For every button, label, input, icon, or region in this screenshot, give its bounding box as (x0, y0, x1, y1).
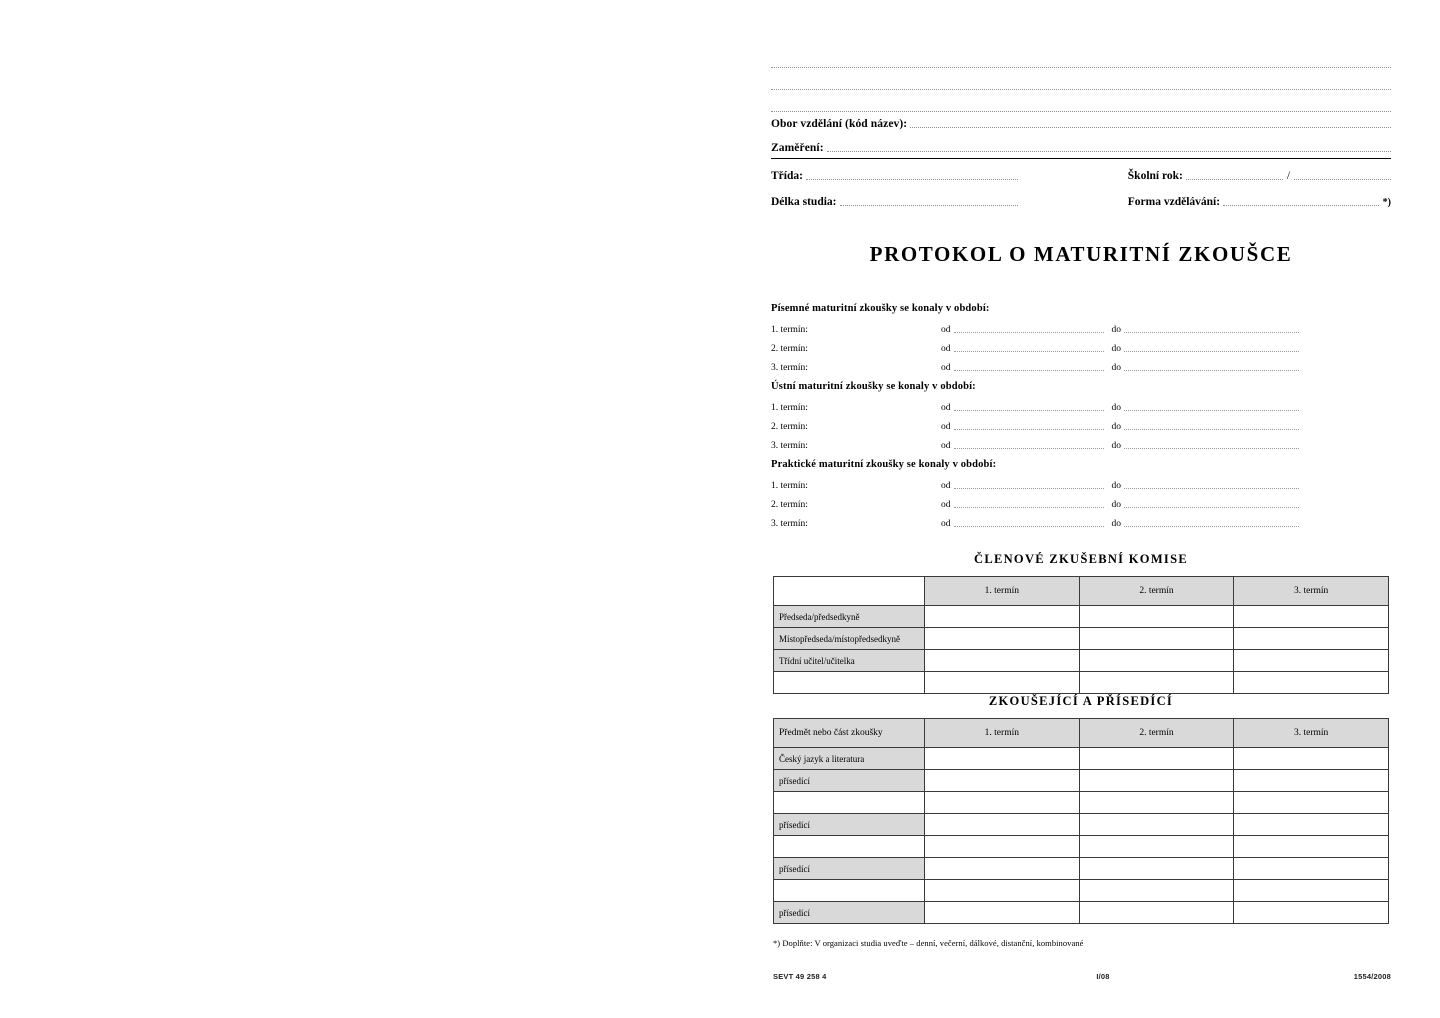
pisemne-termin-3-od-input[interactable] (954, 370, 1104, 371)
examiners-row-3-cell-2[interactable] (1234, 814, 1389, 836)
prakticke-termin-3-od-input[interactable] (954, 526, 1104, 527)
pisemne-termin-3-do-input[interactable] (1124, 370, 1299, 371)
field-obor-input[interactable] (910, 127, 1391, 128)
commission-row-1-cell-0[interactable] (925, 628, 1080, 650)
pisemne-termin-2-od-label: od (941, 344, 951, 354)
table-header-row (774, 577, 1389, 606)
examiners-row-4-cell-2[interactable] (1234, 836, 1389, 858)
commission-row-2-cell-1[interactable] (1079, 650, 1234, 672)
table-row (774, 672, 1389, 694)
ustni-termin-1[interactable] (771, 400, 1391, 414)
pisemne-termin-2-od-input[interactable] (954, 351, 1104, 352)
commission-row-2-label: Třídní učitel/učitelka (774, 650, 925, 672)
commission-row-2-cell-2[interactable] (1234, 650, 1389, 672)
examiners-row-6-cell-0[interactable] (925, 880, 1080, 902)
field-skolni-rok-to[interactable] (1294, 179, 1391, 180)
table-row (774, 792, 1389, 814)
prakticke-termin-3-od-label: od (941, 519, 951, 529)
field-obor-vzdelani[interactable] (771, 112, 1391, 131)
pisemne-termin-1-od-input[interactable] (954, 332, 1104, 333)
footnote-text: *) Doplňte: V organizaci studia uveďte – denní, večerní, dálkové, distanční, kombinované (773, 938, 1084, 948)
page-title: PROTOKOL O MATURITNÍ ZKOUŠCE (869, 242, 1293, 266)
header-divider (771, 158, 1391, 159)
prakticke-termin-2-label: 2. termín: (771, 500, 808, 510)
ustni-termin-1-label: 1. termín: (771, 403, 808, 413)
examiners-row-6-label[interactable] (774, 880, 925, 902)
ustni-termin-3[interactable] (771, 438, 1391, 452)
ustni-termin-1-od-input[interactable] (954, 410, 1104, 411)
examiners-row-0-cell-2[interactable] (1234, 748, 1389, 770)
examiners-table (773, 718, 1389, 924)
section-heading-ustni: Ústní maturitní zkoušky se konaly v období: (771, 381, 976, 392)
field-forma-label: Forma vzdělávání: (1127, 196, 1221, 208)
pisemne-termin-1[interactable] (771, 322, 1391, 336)
table-row (774, 836, 1389, 858)
table-header-row (774, 719, 1389, 748)
examiners-row-3-cell-1[interactable] (1079, 814, 1234, 836)
ustni-termin-2[interactable] (771, 419, 1391, 433)
prakticke-termin-3[interactable] (771, 516, 1391, 530)
field-delka-studia-input[interactable] (840, 205, 1018, 206)
table-row (774, 880, 1389, 902)
ustni-termin-3-od-label: od (941, 441, 951, 451)
prakticke-termin-1-do-label: do (1111, 481, 1121, 491)
examiners-row-6-cell-1[interactable] (1079, 880, 1234, 902)
field-delka-studia-label: Délka studia: (771, 196, 837, 208)
commission-row-3-cell-2[interactable] (1234, 672, 1389, 694)
examiners-row-1-cell-2[interactable] (1234, 770, 1389, 792)
prakticke-termin-2[interactable] (771, 497, 1391, 511)
forma-footnote-marker: *) (1382, 197, 1391, 208)
ustni-termin-2-od-label: od (941, 422, 951, 432)
table-row (774, 628, 1389, 650)
table-row (774, 770, 1389, 792)
examiners-row-7-label: přísedící (774, 902, 925, 924)
blank-rule-2[interactable] (771, 68, 1391, 90)
examiners-row-5-cell-1[interactable] (1079, 858, 1234, 880)
pisemne-termin-1-do-input[interactable] (1124, 332, 1299, 333)
blank-rule-1[interactable] (771, 46, 1391, 68)
commission-table-title: ČLENOVÉ ZKUŠEBNÍ KOMISE (974, 552, 1188, 566)
ustni-termin-2-od-input[interactable] (954, 429, 1104, 430)
ustni-termin-1-do-input[interactable] (1124, 410, 1299, 411)
commission-row-1-cell-1[interactable] (1079, 628, 1234, 650)
examiners-row-1-cell-1[interactable] (1079, 770, 1234, 792)
field-skolni-rok-label: Školní rok: (1127, 170, 1183, 182)
pisemne-termin-3-od-label: od (941, 363, 951, 373)
skolni-rok-separator: / (1286, 170, 1291, 182)
commission-row-3-cell-1[interactable] (1079, 672, 1234, 694)
table-row (774, 858, 1389, 880)
table-row (774, 606, 1389, 628)
field-zamereni-label: Zaměření: (771, 142, 824, 154)
examiners-row-5-label: přísedící (774, 858, 925, 880)
examiners-col-1: 1. termín (925, 719, 1080, 748)
ustni-termin-3-do-label: do (1111, 441, 1121, 451)
pisemne-termin-2-label: 2. termín: (771, 344, 808, 354)
examiners-col-2: 2. termín (1079, 719, 1234, 748)
field-forma-input[interactable] (1223, 205, 1379, 206)
field-zamereni[interactable] (771, 136, 1391, 155)
prakticke-termin-2-od-input[interactable] (954, 507, 1104, 508)
pisemne-termin-2[interactable] (771, 341, 1391, 355)
row-trida-skolni-rok (771, 170, 1391, 183)
examiners-table-title: ZKOUŠEJÍCÍ A PŘÍSEDÍCÍ (988, 694, 1174, 708)
ustni-termin-2-do-input[interactable] (1124, 429, 1299, 430)
pisemne-termin-3-do-label: do (1111, 363, 1121, 373)
ustni-termin-3-label: 3. termín: (771, 441, 808, 451)
examiners-row-7-cell-0[interactable] (925, 902, 1080, 924)
blank-rule-3[interactable] (771, 90, 1391, 112)
prakticke-termin-2-do-input[interactable] (1124, 507, 1299, 508)
prakticke-termin-2-do-label: do (1111, 500, 1121, 510)
field-skolni-rok-from[interactable] (1186, 179, 1283, 180)
examiners-row-7-cell-1[interactable] (1079, 902, 1234, 924)
field-delka-studia[interactable] (771, 196, 1018, 209)
commission-row-0-cell-2[interactable] (1234, 606, 1389, 628)
commission-row-3-cell-0[interactable] (925, 672, 1080, 694)
examiners-row-3-cell-0[interactable] (925, 814, 1080, 836)
examiners-row-5-cell-2[interactable] (1234, 858, 1389, 880)
commission-row-0-cell-1[interactable] (1079, 606, 1234, 628)
footer-sevt-code: SEVT 49 258 4 (773, 972, 827, 981)
prakticke-termin-3-do-label: do (1111, 519, 1121, 529)
commission-table (773, 576, 1389, 694)
table-row (774, 748, 1389, 770)
examiners-row-6-cell-2[interactable] (1234, 880, 1389, 902)
ustni-termin-1-od-label: od (941, 403, 951, 413)
field-trida-input[interactable] (806, 179, 1018, 180)
prakticke-termin-3-label: 3. termín: (771, 519, 808, 529)
document-content (771, 0, 1391, 1018)
ustni-termin-2-do-label: do (1111, 422, 1121, 432)
commission-row-1-cell-2[interactable] (1234, 628, 1389, 650)
pisemne-termin-2-do-input[interactable] (1124, 351, 1299, 352)
examiners-row-0-cell-1[interactable] (1079, 748, 1234, 770)
examiners-row-1-cell-0[interactable] (925, 770, 1080, 792)
field-obor-label: Obor vzdělání (kód název): (771, 118, 908, 130)
prakticke-termin-3-do-input[interactable] (1124, 526, 1299, 527)
pisemne-termin-3-label: 3. termín: (771, 363, 808, 373)
examiners-row-0-label: Český jazyk a literatura (774, 748, 925, 770)
section-heading-pisemne: Písemné maturitní zkoušky se konaly v období: (771, 303, 990, 314)
field-forma-vzdelavani[interactable] (1128, 196, 1391, 209)
page-footer (773, 972, 1391, 981)
examiners-row-4-cell-1[interactable] (1079, 836, 1234, 858)
field-trida[interactable] (771, 170, 1018, 183)
commission-col-1: 1. termín (925, 577, 1080, 606)
commission-row-2-cell-0[interactable] (925, 650, 1080, 672)
ustni-termin-3-od-input[interactable] (954, 448, 1104, 449)
commission-col-3: 3. termín (1234, 577, 1389, 606)
commission-row-1-label: Místopředseda/místopředsedkyně (774, 628, 925, 650)
field-skolni-rok[interactable] (1128, 170, 1391, 183)
examiners-row-1-label: přísedící (774, 770, 925, 792)
pisemne-termin-1-od-label: od (941, 325, 951, 335)
ustni-termin-3-do-input[interactable] (1124, 448, 1299, 449)
examiners-row-2-cell-2[interactable] (1234, 792, 1389, 814)
commission-col-0 (774, 577, 925, 606)
section-heading-prakticke: Praktické maturitní zkoušky se konaly v období: (771, 459, 997, 470)
pisemne-termin-1-do-label: do (1111, 325, 1121, 335)
examiners-col-3: 3. termín (1234, 719, 1389, 748)
blank-header-rules (771, 46, 1391, 112)
prakticke-termin-1-label: 1. termín: (771, 481, 808, 491)
examiners-row-2-label[interactable] (774, 792, 925, 814)
prakticke-termin-1-do-input[interactable] (1124, 488, 1299, 489)
commission-row-0-cell-0[interactable] (925, 606, 1080, 628)
examiners-row-5-cell-0[interactable] (925, 858, 1080, 880)
commission-col-2: 2. termín (1079, 577, 1234, 606)
prakticke-termin-1[interactable] (771, 478, 1391, 492)
examiners-row-3-label: přísedící (774, 814, 925, 836)
ustni-termin-2-label: 2. termín: (771, 422, 808, 432)
prakticke-termin-2-od-label: od (941, 500, 951, 510)
commission-row-0-label: Předseda/předsedkyně (774, 606, 925, 628)
pisemne-termin-3[interactable] (771, 360, 1391, 374)
examiners-row-4-label[interactable] (774, 836, 925, 858)
table-row (774, 902, 1389, 924)
examiners-row-4-cell-0[interactable] (925, 836, 1080, 858)
pisemne-termin-2-do-label: do (1111, 344, 1121, 354)
footer-reg-number: 1554/2008 (1353, 972, 1391, 981)
examiners-row-2-cell-0[interactable] (925, 792, 1080, 814)
prakticke-termin-1-od-input[interactable] (954, 488, 1104, 489)
examiners-col-0: Předmět nebo část zkoušky (774, 719, 925, 748)
examiners-row-2-cell-1[interactable] (1079, 792, 1234, 814)
table-row (774, 650, 1389, 672)
commission-row-3-label[interactable] (774, 672, 925, 694)
field-trida-label: Třída: (771, 170, 803, 182)
footer-edition-code: I/08 (1096, 972, 1110, 981)
examiners-row-7-cell-2[interactable] (1234, 902, 1389, 924)
prakticke-termin-1-od-label: od (941, 481, 951, 491)
field-zamereni-input[interactable] (827, 151, 1391, 152)
row-delka-forma (771, 196, 1391, 209)
pisemne-termin-1-label: 1. termín: (771, 325, 808, 335)
table-row (774, 814, 1389, 836)
ustni-termin-1-do-label: do (1111, 403, 1121, 413)
examiners-row-0-cell-0[interactable] (925, 748, 1080, 770)
